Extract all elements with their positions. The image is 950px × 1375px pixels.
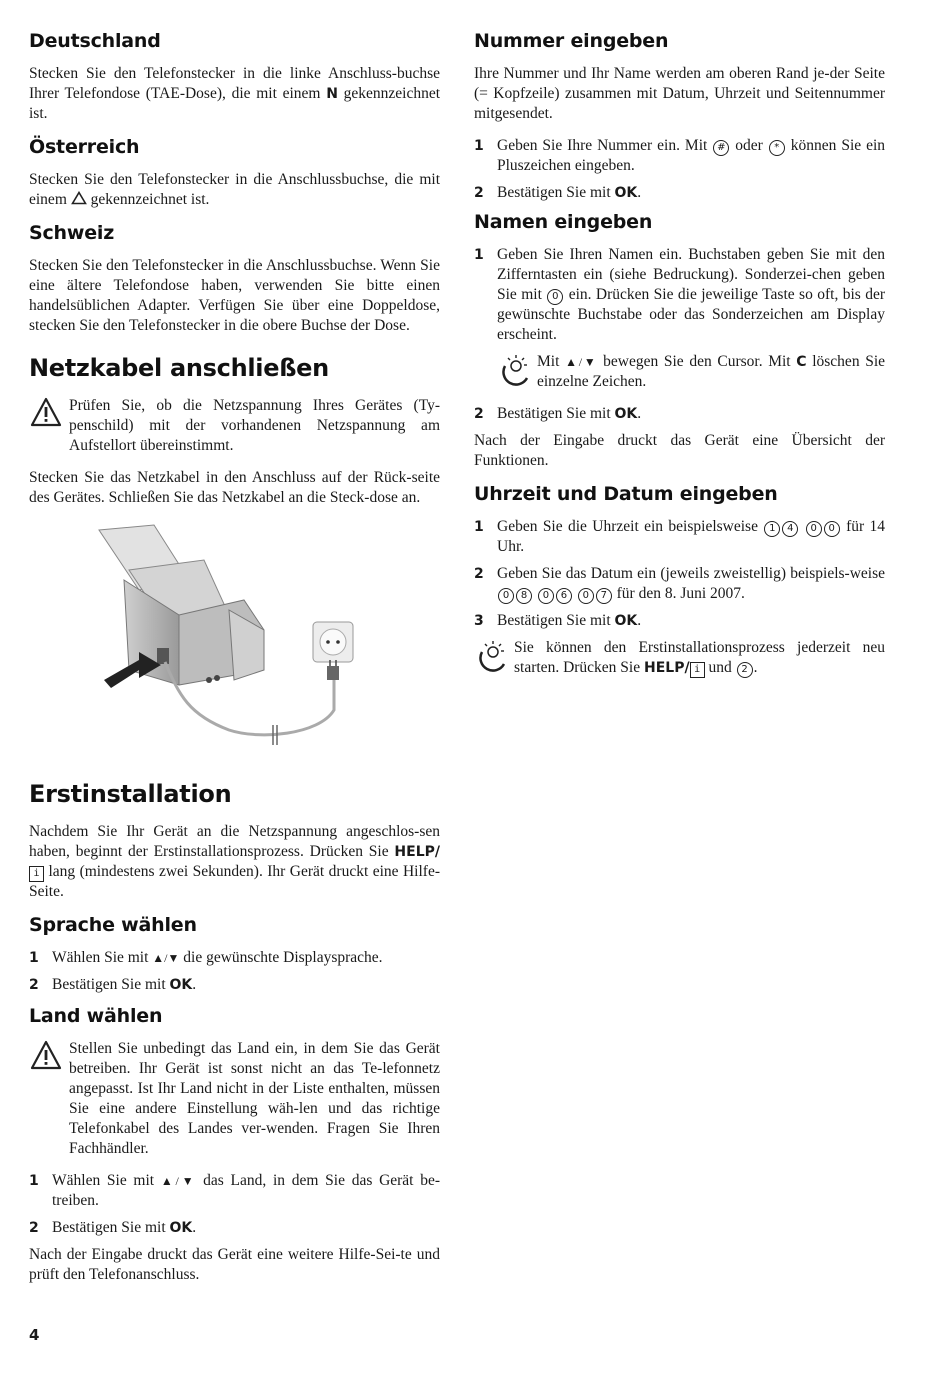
- paragraph-nummer: Ihre Nummer und Ihr Name werden am oberen Rand je-der Seite (= Kopfzeile) zusammen mit Datum, Uhrzeit und Seitennummer mitgesendet.: [474, 65, 885, 122]
- warning-note: [29, 1039, 440, 1159]
- step-number: 1: [29, 1173, 39, 1189]
- step-text: [52, 975, 440, 995]
- text: und: [708, 659, 732, 676]
- digit-key-icon: 0: [578, 588, 594, 604]
- step-3: [474, 611, 885, 631]
- warning-icon: [29, 1039, 69, 1159]
- ok-key: OK: [614, 613, 638, 629]
- tip-text: [514, 638, 885, 678]
- tip-note: [474, 638, 885, 678]
- paragraph-erstinstallation: [29, 822, 440, 902]
- text: .: [753, 659, 758, 676]
- info-key-icon: i: [29, 866, 44, 882]
- up-down-arrow-icon: ▲/▼: [152, 951, 180, 965]
- step-number: 2: [474, 406, 484, 422]
- ok-key: OK: [614, 406, 638, 422]
- text: Wählen Sie mit: [52, 949, 149, 966]
- warning-text: Prüfen Sie, ob die Netzspannung Ihres Gerätes (Ty-penschild) mit der vorhandenen Netzspannung am Aufstellort übereinstimmt.: [69, 397, 440, 454]
- digit-key-icon: 7: [596, 588, 612, 604]
- digit-key-icon: 1: [764, 521, 780, 537]
- heading-erstinstallation: Erstinstallation: [29, 780, 232, 808]
- text: bewegen Sie den Cursor. Mit: [603, 353, 791, 370]
- step-1: [29, 948, 440, 968]
- text: Bestätigen Sie mit: [52, 976, 166, 993]
- help-key: HELP/: [644, 660, 690, 676]
- text: Bestätigen Sie mit: [52, 1219, 166, 1236]
- digit-key-icon: 2: [737, 662, 753, 678]
- step-text: [52, 1218, 440, 1238]
- paragraph-deutschland: [29, 64, 440, 124]
- step-2: [29, 1218, 440, 1238]
- c-key: C: [796, 354, 807, 370]
- paragraph-land: Nach der Eingabe druckt das Gerät eine weitere Hilfe-Sei-te und prüft den Telefonanschluss.: [29, 1246, 440, 1283]
- paragraph-netzkabel: Stecken Sie das Netzkabel in den Anschluss auf der Rück-seite des Gerätes. Schließen Sie das Netzkabel an die Steck-dose an.: [29, 469, 440, 506]
- text: lang (mindestens zwei Sekunden). Ihr Gerät druckt eine Hilfe-Seite.: [29, 863, 440, 900]
- step-text: [497, 404, 885, 424]
- device-illustration: [29, 520, 440, 760]
- text: das Land, in dem Sie das Gerät be-treiben.: [52, 1172, 441, 1209]
- digit-key-icon: 0: [824, 521, 840, 537]
- text: für den 8. Juni 2007.: [616, 585, 745, 602]
- page-number: 4: [29, 1326, 40, 1344]
- tip-text: [537, 352, 885, 392]
- step-1: [474, 136, 885, 176]
- text: Geben Sie das Datum ein (jeweils zweistellig) beispiels-weise: [497, 565, 885, 582]
- step-number: 1: [474, 519, 484, 535]
- heading-sprache: Sprache wählen: [29, 914, 197, 936]
- digit-key-icon: 4: [782, 521, 798, 537]
- heading-uhrzeit: Uhrzeit und Datum eingeben: [474, 483, 778, 505]
- step-2: [474, 183, 885, 203]
- digit-key-icon: 8: [516, 588, 532, 604]
- step-number: 2: [29, 977, 39, 993]
- info-key-icon: i: [690, 662, 705, 678]
- heading-nummer: Nummer eingeben: [474, 30, 669, 52]
- paragraph-namen: Nach der Eingabe druckt das Gerät eine Übersicht der Funktionen.: [474, 432, 885, 469]
- lightbulb-tip-icon: [474, 638, 514, 678]
- ok-key: OK: [614, 185, 638, 201]
- step-text: [52, 948, 440, 968]
- text: Geben Sie Ihren Namen ein. Buchstaben geben Sie mit den Zifferntasten ein (siehe Bedruckung). Sonderzei-chen geben Sie mit: [497, 246, 885, 303]
- step-number: 2: [474, 566, 484, 582]
- triangle-icon: [71, 191, 87, 205]
- up-down-arrow-icon: ▲/▼: [565, 355, 598, 369]
- heading-deutschland: Deutschland: [29, 30, 161, 52]
- step-2: [474, 564, 885, 604]
- text: löschen Sie einzelne Zeichen.: [537, 353, 886, 390]
- warning-note: [29, 396, 440, 456]
- right-column: [474, 30, 885, 690]
- zero-key-icon: 0: [547, 289, 563, 305]
- text: für 14 Uhr.: [497, 518, 886, 555]
- text: .: [637, 405, 642, 422]
- warning-icon: [29, 396, 69, 456]
- lightbulb-tip-icon: [497, 352, 537, 392]
- step-number: 2: [474, 185, 484, 201]
- step-text: [497, 564, 885, 604]
- step-text: [52, 1171, 440, 1211]
- step-text: [497, 136, 885, 176]
- help-key: HELP/: [394, 844, 440, 860]
- step-1: [29, 1171, 440, 1211]
- text: .: [192, 1219, 197, 1236]
- step-number: 1: [474, 138, 484, 154]
- heading-netzkabel: Netzkabel anschließen: [29, 354, 329, 382]
- text: die gewünschte Displaysprache.: [183, 949, 383, 966]
- step-number: 1: [29, 950, 39, 966]
- text: Stecken Sie den Telefonstecker in die Anschlussbuchse, die mit einem: [29, 171, 440, 208]
- step-text: [497, 183, 885, 203]
- step-2: [474, 404, 885, 424]
- text: Stecken Sie den Telefonstecker in die linke Anschluss-buchse Ihrer Telefondose (TAE-Dose), die mit einem: [29, 65, 440, 102]
- text: Sie können den Erstinstallationsprozess jederzeit neu starten. Drücken Sie: [514, 639, 885, 676]
- step-number: 1: [474, 247, 484, 263]
- step-text: [497, 611, 885, 631]
- text: Geben Sie die Uhrzeit ein beispielsweise: [497, 518, 758, 535]
- step-number: 2: [29, 1220, 39, 1236]
- heading-land: Land wählen: [29, 1005, 163, 1027]
- text: können Sie ein Pluszeichen eingeben.: [497, 137, 886, 174]
- text: Mit: [537, 353, 560, 370]
- digit-key-icon: 0: [538, 588, 554, 604]
- heading-namen: Namen eingeben: [474, 211, 653, 233]
- text: gekennzeichnet ist.: [90, 191, 210, 208]
- digit-key-icon: 6: [556, 588, 572, 604]
- up-down-arrow-icon: ▲/▼: [160, 1174, 197, 1188]
- left-column: [29, 30, 440, 1297]
- text: Bestätigen Sie mit: [497, 405, 611, 422]
- step-text: [497, 517, 885, 557]
- paragraph-schweiz: Stecken Sie den Telefonstecker in die Anschlussbuchse. Wenn Sie eine ältere Telefondose haben, verwenden Sie bitte einen handelsüblichen Adapter. Verfügen Sie über eine Doppeldose, stecken Sie den Telefonstecker in die obere Buchse der Dose.: [29, 257, 440, 334]
- text: Bestätigen Sie mit: [497, 184, 611, 201]
- text: ein. Drücken Sie die jeweilige Taste so oft, bis der gewünschte Buchstabe oder das Sonderzeichen am Display erscheint.: [497, 286, 886, 343]
- ok-key: OK: [169, 977, 193, 993]
- ok-key: OK: [169, 1220, 193, 1236]
- star-key-icon: *: [769, 140, 785, 156]
- step-1: [474, 245, 885, 345]
- digit-key-icon: 0: [498, 588, 514, 604]
- text: .: [192, 976, 197, 993]
- tip-note: [497, 352, 885, 392]
- text: Wählen Sie mit: [52, 1172, 155, 1189]
- hash-key-icon: #: [713, 140, 729, 156]
- text: Nachdem Sie Ihr Gerät an die Netzspannung angeschlos-sen haben, beginnt der Erstinstallationsprozess. Drücken Sie: [29, 823, 440, 860]
- step-1: [474, 517, 885, 557]
- paragraph-oesterreich: [29, 170, 440, 210]
- heading-oesterreich: Österreich: [29, 136, 140, 158]
- text: Bestätigen Sie mit: [497, 612, 611, 629]
- text: Geben Sie Ihre Nummer ein. Mit: [497, 137, 708, 154]
- step-number: 3: [474, 613, 484, 629]
- n-mark: N: [326, 86, 338, 102]
- text: oder: [735, 137, 763, 154]
- digit-key-icon: 0: [806, 521, 822, 537]
- text: gekennzeichnet ist.: [29, 85, 441, 122]
- step-2: [29, 975, 440, 995]
- warning-text: Stellen Sie unbedingt das Land ein, in dem Sie das Gerät betreiben. Ihr Gerät ist sonst nicht an das Te-lefonnetz angepasst. Ist Ihr Land nicht in der Liste enthalten, müssen Sie eine andere Einstellung wäh-len und das richtige Telefonkabel des Landes ver-wenden. Fragen Sie Ihren Fachhändler.: [69, 1040, 440, 1157]
- text: .: [637, 612, 642, 629]
- heading-schweiz: Schweiz: [29, 222, 115, 244]
- step-text: [497, 245, 885, 345]
- text: .: [637, 184, 642, 201]
